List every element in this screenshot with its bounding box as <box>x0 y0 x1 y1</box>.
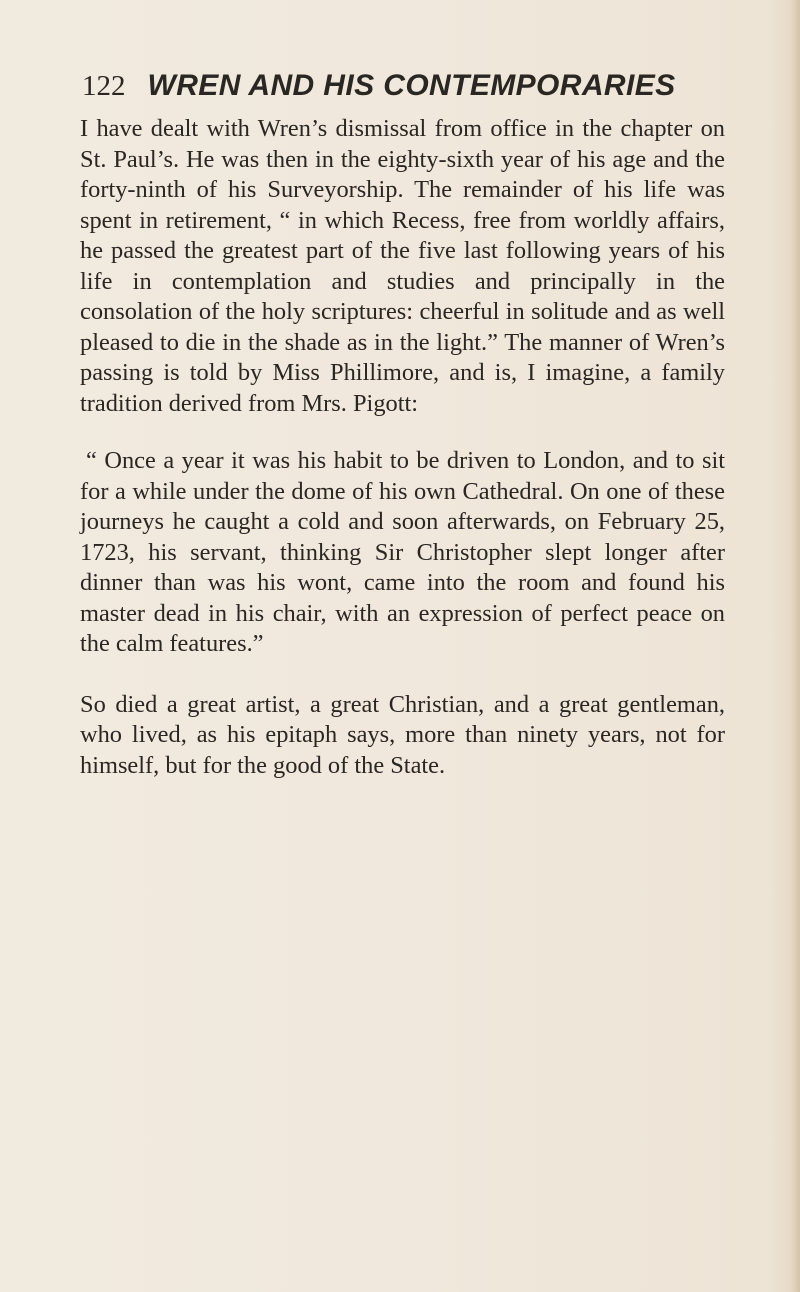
running-head <box>82 69 722 109</box>
paragraph-closing: So died a great artist, a great Christian, and a great gentleman, who lived, as his epitaph says, more than ninety years, not for himself, but for the good of the State. <box>80 690 725 779</box>
body-text <box>80 114 725 781</box>
page-number: 122 <box>82 70 126 102</box>
paragraph-retirement: I have dealt with Wren’s dismissal from office in the chapter on St. Paul’s. He was then in the eighty-sixth year of his age and the forty-ninth of his Surveyorship. The remainder of his life was spent in retirement, “ in which Recess, free from worldly affairs, he passed the greatest part of the five last following years of his life in contemplation and studies and principally in the consolation of the holy scriptures: cheerful in solitude and as well pleased to die in the shade as in the light.” The manner of Wren’s passing is told by Miss Phillimore, and is, I imagine, a family tradition derived from Mrs. Pigott: <box>80 115 725 417</box>
page-edge <box>790 0 800 1292</box>
paragraph-quotation: “ Once a year it was his habit to be driven to London, and to sit for a while under the dome of his own Cathedral. On one of these journeys he caught a cold and soon afterwards, on February 25, 1723, his servant, thinking Sir Christopher slept longer after dinner than was his wont, came into the room and found his master dead in his chair, with an expression of perfect peace on the calm features.” <box>80 447 725 657</box>
running-title: WREN AND HIS CONTEMPORARIES <box>147 69 676 102</box>
